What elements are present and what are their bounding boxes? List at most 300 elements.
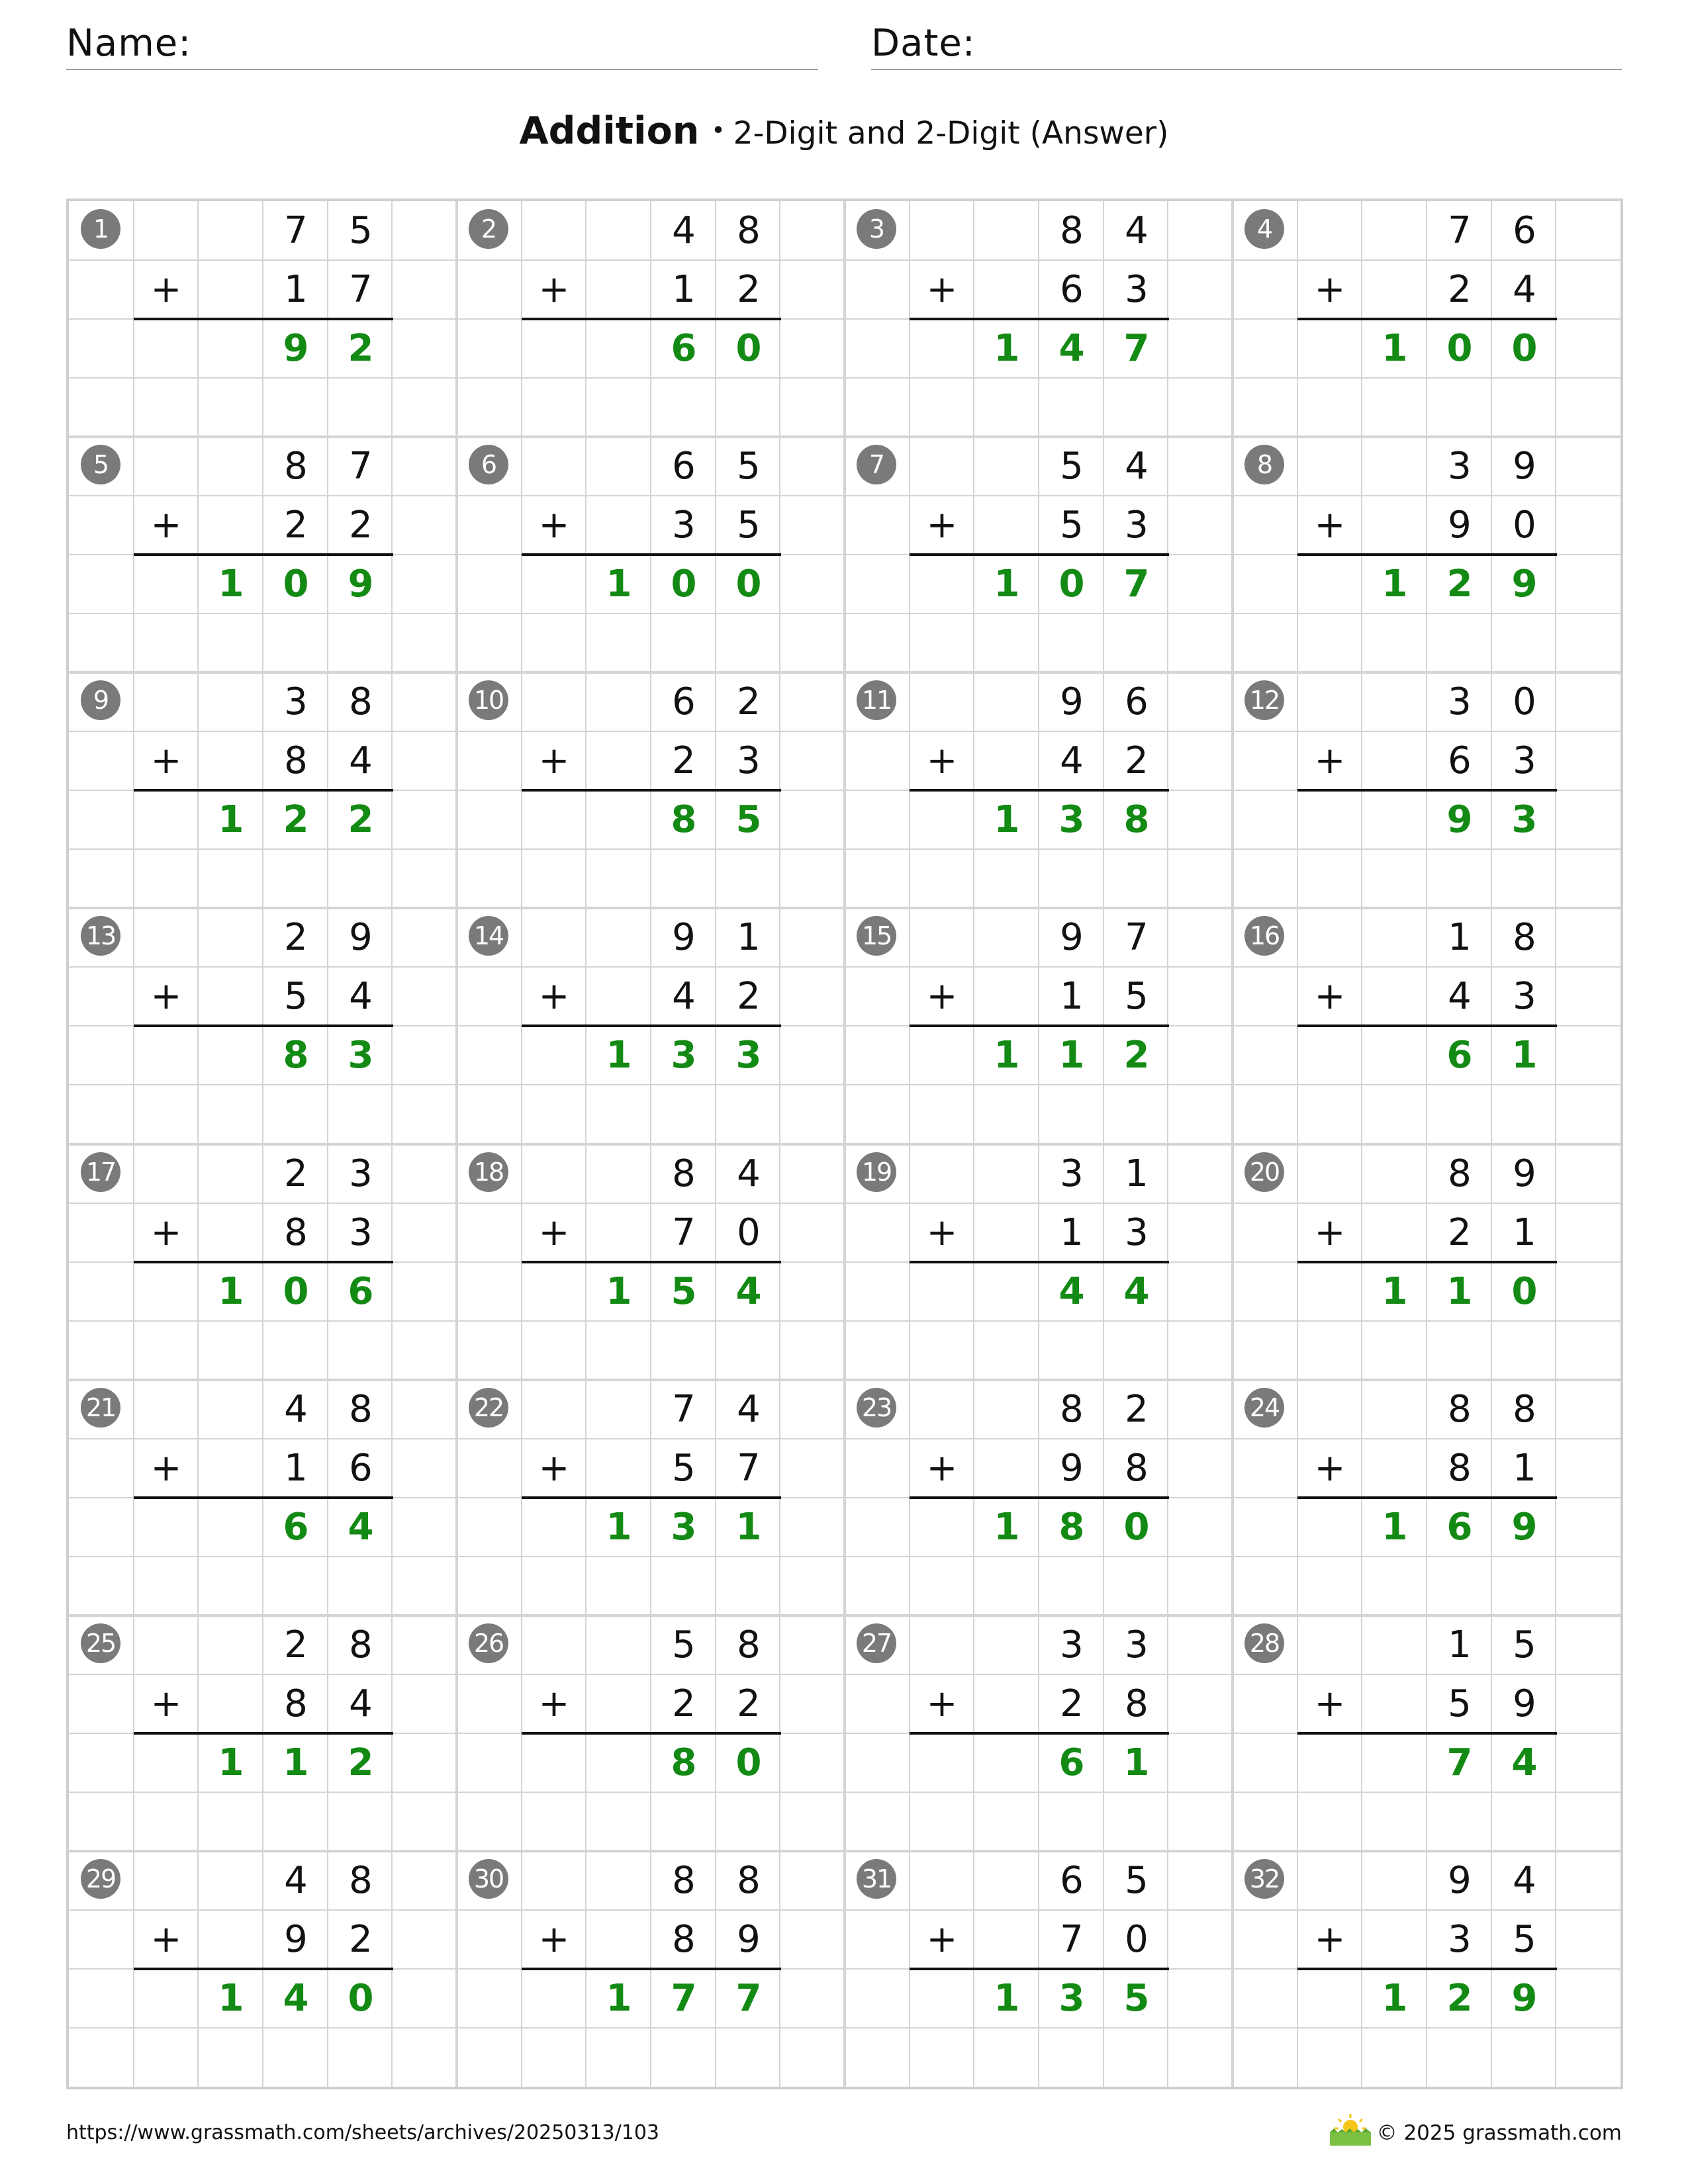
- bottom-addend-digit: 0: [737, 1210, 761, 1254]
- sum-line: [522, 1732, 781, 1735]
- top-addend-digit: 5: [1125, 1858, 1149, 1902]
- answer-digit: 8: [671, 1741, 697, 1784]
- answer-digit: 1: [606, 563, 632, 606]
- sum-line: [134, 1732, 393, 1735]
- problem-number-badge: 4: [1244, 209, 1284, 249]
- answer-digit: 6: [1446, 1505, 1473, 1549]
- top-addend-digit: 6: [1060, 1858, 1084, 1902]
- top-addend-digit: 4: [284, 1858, 308, 1902]
- answer-digit: 9: [1511, 1505, 1538, 1549]
- bottom-addend-digit: 8: [284, 1682, 308, 1725]
- plus-sign: +: [926, 268, 958, 312]
- bottom-addend-digit: 9: [1513, 1682, 1536, 1725]
- top-addend-digit: 2: [1125, 1387, 1149, 1431]
- top-addend-digit: 1: [1125, 1152, 1149, 1195]
- top-addend-digit: 8: [1060, 1387, 1084, 1431]
- bottom-addend-digit: 2: [1448, 1210, 1472, 1254]
- plus-sign: +: [538, 1917, 570, 1961]
- answer-digit: 1: [994, 798, 1020, 842]
- problem-grid: [66, 199, 1623, 2089]
- bottom-addend-digit: 6: [1448, 739, 1472, 783]
- sum-line: [522, 318, 781, 320]
- answer-digit: 0: [735, 563, 762, 606]
- top-addend-digit: 8: [284, 445, 308, 488]
- sum-line: [522, 789, 781, 792]
- sum-line: [134, 1968, 393, 1970]
- answer-digit: 0: [1446, 327, 1473, 371]
- problem-number-badge: 7: [857, 445, 896, 484]
- date-label: Date:: [871, 22, 976, 65]
- bottom-addend-digit: 2: [284, 504, 308, 547]
- bottom-addend-digit: 9: [1060, 1446, 1084, 1490]
- answer-digit: 1: [1446, 1269, 1473, 1313]
- top-addend-digit: 6: [1125, 680, 1149, 724]
- top-addend-digit: 8: [737, 1858, 761, 1902]
- problem-15: [845, 908, 1233, 1144]
- problem-number-badge: 10: [469, 680, 508, 720]
- top-addend-digit: 8: [1513, 1387, 1536, 1431]
- plus-sign: +: [1314, 1446, 1346, 1490]
- sum-line: [910, 789, 1169, 792]
- bottom-addend-digit: 4: [349, 739, 373, 783]
- bottom-addend-digit: 4: [1060, 739, 1084, 783]
- answer-digit: 1: [218, 563, 244, 606]
- answer-digit: 6: [1058, 1741, 1085, 1784]
- top-addend-digit: 8: [349, 1387, 373, 1431]
- bottom-addend-digit: 8: [1125, 1682, 1149, 1725]
- bottom-addend-digit: 1: [1513, 1446, 1536, 1490]
- problem-number-badge: 27: [857, 1623, 896, 1663]
- top-addend-digit: 3: [1448, 445, 1472, 488]
- sum-line: [1297, 1732, 1557, 1735]
- sum-line: [134, 1024, 393, 1027]
- sum-line: [1297, 1024, 1557, 1027]
- problem-number-badge: 30: [469, 1859, 508, 1899]
- problem-1: [69, 201, 457, 437]
- answer-digit: 0: [671, 563, 697, 606]
- top-addend-digit: 6: [672, 680, 696, 724]
- problem-10: [457, 672, 845, 908]
- bottom-addend-digit: 6: [1060, 268, 1084, 312]
- sum-line: [910, 318, 1169, 320]
- bottom-addend-digit: 4: [1513, 268, 1536, 312]
- answer-digit: 7: [1446, 1741, 1473, 1784]
- plus-sign: +: [538, 1446, 570, 1490]
- answer-digit: 5: [1123, 1976, 1150, 2020]
- bottom-addend-digit: 3: [672, 504, 696, 547]
- bottom-addend-digit: 3: [737, 739, 761, 783]
- problem-number-badge: 19: [857, 1152, 896, 1192]
- bottom-addend-digit: 1: [1513, 1210, 1536, 1254]
- bottom-addend-digit: 3: [1448, 1917, 1472, 1961]
- answer-digit: 3: [1058, 1976, 1085, 2020]
- answer-digit: 7: [671, 1976, 697, 2020]
- top-addend-digit: 4: [737, 1387, 761, 1431]
- bottom-addend-digit: 8: [1125, 1446, 1149, 1490]
- top-addend-digit: 2: [284, 1152, 308, 1195]
- answer-digit: 7: [1123, 563, 1150, 606]
- plus-sign: +: [538, 975, 570, 1019]
- bottom-addend-digit: 5: [1125, 975, 1149, 1019]
- answer-digit: 4: [348, 1505, 374, 1549]
- top-addend-digit: 8: [1448, 1152, 1472, 1195]
- problem-number-badge: 31: [857, 1859, 896, 1899]
- bottom-addend-digit: 2: [737, 1682, 761, 1725]
- problem-number-badge: 12: [1244, 680, 1284, 720]
- bottom-addend-digit: 2: [672, 1682, 696, 1725]
- answer-digit: 1: [1382, 1269, 1408, 1313]
- top-addend-digit: 2: [737, 680, 761, 724]
- sum-line: [910, 1496, 1169, 1499]
- top-addend-digit: 8: [1448, 1387, 1472, 1431]
- plus-sign: +: [538, 504, 570, 547]
- bottom-addend-digit: 3: [1125, 1210, 1149, 1254]
- problem-number-badge: 11: [857, 680, 896, 720]
- plus-sign: +: [1314, 975, 1346, 1019]
- bottom-addend-digit: 4: [672, 975, 696, 1019]
- answer-digit: 4: [1123, 1269, 1150, 1313]
- answer-digit: 1: [1123, 1741, 1150, 1784]
- footer-url[interactable]: https://www.grassmath.com/sheets/archives/20250313/103: [66, 2121, 660, 2144]
- sum-line: [522, 1968, 781, 1970]
- sum-line: [1297, 318, 1557, 320]
- problem-number-badge: 13: [81, 916, 120, 956]
- plus-sign: +: [926, 1917, 958, 1961]
- answer-digit: 1: [994, 1034, 1020, 1077]
- problem-22: [457, 1380, 845, 1615]
- answer-digit: 7: [735, 1976, 762, 2020]
- answer-digit: 2: [283, 798, 309, 842]
- date-field[interactable]: [871, 24, 1622, 70]
- top-addend-digit: 7: [1448, 209, 1472, 252]
- sum-line: [910, 1968, 1169, 1970]
- top-addend-digit: 4: [737, 1152, 761, 1195]
- top-addend-digit: 3: [1060, 1623, 1084, 1666]
- top-addend-digit: 4: [1125, 209, 1149, 252]
- sum-line: [1297, 1261, 1557, 1263]
- bottom-addend-digit: 3: [349, 1210, 373, 1254]
- problem-19: [845, 1144, 1233, 1380]
- answer-digit: 4: [1058, 1269, 1085, 1313]
- problem-20: [1233, 1144, 1620, 1380]
- top-addend-digit: 8: [349, 680, 373, 724]
- answer-digit: 3: [671, 1505, 697, 1549]
- sum-line: [910, 1024, 1169, 1027]
- problem-number-badge: 26: [469, 1623, 508, 1663]
- plus-sign: +: [150, 268, 182, 312]
- bottom-addend-digit: 2: [737, 975, 761, 1019]
- plus-sign: +: [150, 1917, 182, 1961]
- problem-32: [1233, 1851, 1620, 2087]
- answer-digit: 6: [283, 1505, 309, 1549]
- bottom-addend-digit: 9: [284, 1917, 308, 1961]
- problem-number-badge: 16: [1244, 916, 1284, 956]
- title-subtitle: 2-Digit and 2-Digit (Answer): [733, 115, 1169, 152]
- problem-number-badge: 2: [469, 209, 508, 249]
- plus-sign: +: [926, 504, 958, 547]
- top-addend-digit: 6: [1513, 209, 1536, 252]
- sum-line: [522, 1496, 781, 1499]
- bottom-addend-digit: 5: [1060, 504, 1084, 547]
- sum-line: [1297, 553, 1557, 556]
- answer-digit: 0: [348, 1976, 374, 2020]
- problem-number-badge: 8: [1244, 445, 1284, 484]
- answer-digit: 1: [606, 1034, 632, 1077]
- answer-digit: 6: [348, 1269, 374, 1313]
- answer-digit: 1: [218, 1976, 244, 2020]
- problem-26: [457, 1615, 845, 1851]
- plus-sign: +: [1314, 1210, 1346, 1254]
- answer-digit: 1: [1382, 327, 1408, 371]
- answer-digit: 1: [283, 1741, 309, 1784]
- top-addend-digit: 7: [349, 445, 373, 488]
- top-addend-digit: 3: [1060, 1152, 1084, 1195]
- sum-line: [134, 1496, 393, 1499]
- bottom-addend-digit: 1: [284, 1446, 308, 1490]
- bottom-addend-digit: 3: [1125, 504, 1149, 547]
- problem-13: [69, 908, 457, 1144]
- worksheet-title: [0, 105, 1688, 167]
- bottom-addend-digit: 3: [1125, 268, 1149, 312]
- problem-6: [457, 437, 845, 672]
- bottom-addend-digit: 4: [349, 975, 373, 1019]
- top-addend-digit: 6: [672, 445, 696, 488]
- sum-line: [910, 1732, 1169, 1735]
- top-addend-digit: 4: [1513, 1858, 1536, 1902]
- bottom-addend-digit: 1: [1060, 975, 1084, 1019]
- top-addend-digit: 4: [672, 209, 696, 252]
- sum-line: [1297, 789, 1557, 792]
- answer-digit: 1: [1382, 1505, 1408, 1549]
- plus-sign: +: [1314, 268, 1346, 312]
- top-addend-digit: 1: [1448, 916, 1472, 960]
- plus-sign: +: [538, 268, 570, 312]
- problem-14: [457, 908, 845, 1144]
- top-addend-digit: 0: [1513, 680, 1536, 724]
- answer-digit: 6: [1446, 1034, 1473, 1077]
- top-addend-digit: 8: [349, 1623, 373, 1666]
- answer-digit: 0: [1123, 1505, 1150, 1549]
- problem-25: [69, 1615, 457, 1851]
- bottom-addend-digit: 5: [737, 504, 761, 547]
- problem-18: [457, 1144, 845, 1380]
- plus-sign: +: [538, 739, 570, 783]
- problem-number-badge: 23: [857, 1388, 896, 1428]
- answer-digit: 3: [735, 1034, 762, 1077]
- top-addend-digit: 3: [1448, 680, 1472, 724]
- problem-7: [845, 437, 1233, 672]
- top-addend-digit: 4: [284, 1387, 308, 1431]
- answer-digit: 4: [735, 1269, 762, 1313]
- plus-sign: +: [926, 1210, 958, 1254]
- problem-17: [69, 1144, 457, 1380]
- answer-digit: 8: [1058, 1505, 1085, 1549]
- top-addend-digit: 8: [1513, 916, 1536, 960]
- top-addend-digit: 7: [1125, 916, 1149, 960]
- bottom-addend-digit: 5: [1448, 1682, 1472, 1725]
- top-addend-digit: 3: [284, 680, 308, 724]
- bottom-addend-digit: 9: [737, 1917, 761, 1961]
- answer-digit: 2: [1446, 563, 1473, 606]
- sum-line: [1297, 1496, 1557, 1499]
- top-addend-digit: 2: [284, 916, 308, 960]
- problem-21: [69, 1380, 457, 1615]
- top-addend-digit: 9: [1513, 1152, 1536, 1195]
- plus-sign: +: [926, 739, 958, 783]
- sum-line: [134, 789, 393, 792]
- answer-digit: 1: [218, 1269, 244, 1313]
- top-addend-digit: 4: [1125, 445, 1149, 488]
- problem-29: [69, 1851, 457, 2087]
- top-addend-digit: 8: [672, 1152, 696, 1195]
- problem-9: [69, 672, 457, 908]
- answer-digit: 9: [348, 563, 374, 606]
- problem-11: [845, 672, 1233, 908]
- problem-8: [1233, 437, 1620, 672]
- problem-number-badge: 21: [81, 1388, 120, 1428]
- bottom-addend-digit: 3: [1513, 975, 1536, 1019]
- answer-digit: 6: [671, 327, 697, 371]
- problem-number-badge: 20: [1244, 1152, 1284, 1192]
- answer-digit: 0: [1058, 563, 1085, 606]
- answer-digit: 0: [1511, 327, 1538, 371]
- top-addend-digit: 7: [284, 209, 308, 252]
- answer-digit: 2: [1123, 1034, 1150, 1077]
- bottom-addend-digit: 6: [349, 1446, 373, 1490]
- problem-30: [457, 1851, 845, 2087]
- bottom-addend-digit: 2: [1060, 1682, 1084, 1725]
- top-addend-digit: 8: [737, 209, 761, 252]
- top-addend-digit: 9: [1060, 916, 1084, 960]
- top-addend-digit: 9: [672, 916, 696, 960]
- plus-sign: +: [926, 1682, 958, 1725]
- top-addend-digit: 3: [349, 1152, 373, 1195]
- bottom-addend-digit: 5: [1513, 1917, 1536, 1961]
- bottom-addend-digit: 0: [1125, 1917, 1149, 1961]
- sum-line: [522, 1024, 781, 1027]
- top-addend-digit: 9: [349, 916, 373, 960]
- plus-sign: +: [150, 1210, 182, 1254]
- bottom-addend-digit: 2: [1125, 739, 1149, 783]
- top-addend-digit: 1: [737, 916, 761, 960]
- bottom-addend-digit: 2: [349, 504, 373, 547]
- plus-sign: +: [926, 975, 958, 1019]
- top-addend-digit: 5: [1060, 445, 1084, 488]
- top-addend-digit: 5: [349, 209, 373, 252]
- problem-number-badge: 29: [81, 1859, 120, 1899]
- top-addend-digit: 5: [672, 1623, 696, 1666]
- bottom-addend-digit: 7: [672, 1210, 696, 1254]
- problem-number-badge: 3: [857, 209, 896, 249]
- top-addend-digit: 2: [284, 1623, 308, 1666]
- problem-number-badge: 22: [469, 1388, 508, 1428]
- answer-digit: 3: [1058, 798, 1085, 842]
- name-label: Name:: [66, 22, 192, 65]
- bottom-addend-digit: 2: [737, 268, 761, 312]
- bottom-addend-digit: 2: [672, 739, 696, 783]
- problem-16: [1233, 908, 1620, 1144]
- top-addend-digit: 5: [1513, 1623, 1536, 1666]
- bottom-addend-digit: 8: [672, 1917, 696, 1961]
- sum-line: [522, 1261, 781, 1263]
- problem-number-badge: 17: [81, 1152, 120, 1192]
- top-addend-digit: 8: [672, 1858, 696, 1902]
- problem-2: [457, 201, 845, 437]
- bottom-addend-digit: 9: [1448, 504, 1472, 547]
- bottom-addend-digit: 8: [284, 739, 308, 783]
- grass-sun-logo-icon: [1327, 2113, 1374, 2147]
- answer-digit: 9: [1511, 1976, 1538, 2020]
- answer-digit: 9: [1511, 563, 1538, 606]
- plus-sign: +: [150, 739, 182, 783]
- plus-sign: +: [1314, 739, 1346, 783]
- plus-sign: +: [1314, 504, 1346, 547]
- top-addend-digit: 9: [1448, 1858, 1472, 1902]
- sum-line: [910, 1261, 1169, 1263]
- top-addend-digit: 3: [1125, 1623, 1149, 1666]
- bottom-addend-digit: 2: [349, 1917, 373, 1961]
- answer-digit: 1: [1382, 1976, 1408, 2020]
- answer-digit: 1: [994, 1505, 1020, 1549]
- answer-digit: 1: [994, 1976, 1020, 2020]
- answer-digit: 4: [1058, 327, 1085, 371]
- plus-sign: +: [1314, 1682, 1346, 1725]
- bottom-addend-digit: 8: [284, 1210, 308, 1254]
- bottom-addend-digit: 1: [672, 268, 696, 312]
- bottom-addend-digit: 5: [284, 975, 308, 1019]
- problem-27: [845, 1615, 1233, 1851]
- problem-23: [845, 1380, 1233, 1615]
- answer-digit: 2: [348, 1741, 374, 1784]
- answer-digit: 0: [283, 1269, 309, 1313]
- answer-digit: 1: [735, 1505, 762, 1549]
- problem-31: [845, 1851, 1233, 2087]
- answer-digit: 1: [994, 327, 1020, 371]
- answer-digit: 1: [1058, 1034, 1085, 1077]
- bottom-addend-digit: 4: [1448, 975, 1472, 1019]
- answer-digit: 8: [1123, 798, 1150, 842]
- answer-digit: 3: [671, 1034, 697, 1077]
- bottom-addend-digit: 1: [1060, 1210, 1084, 1254]
- answer-digit: 1: [1511, 1034, 1538, 1077]
- answer-digit: 0: [735, 327, 762, 371]
- answer-digit: 1: [218, 1741, 244, 1784]
- answer-digit: 2: [348, 798, 374, 842]
- answer-digit: 5: [735, 798, 762, 842]
- problem-number-badge: 9: [81, 680, 120, 720]
- plus-sign: +: [538, 1210, 570, 1254]
- answer-digit: 3: [1511, 798, 1538, 842]
- sum-line: [134, 1261, 393, 1263]
- answer-digit: 1: [606, 1505, 632, 1549]
- bottom-addend-digit: 7: [1060, 1917, 1084, 1961]
- name-field[interactable]: [66, 24, 818, 70]
- plus-sign: +: [150, 975, 182, 1019]
- plus-sign: +: [538, 1682, 570, 1725]
- sum-line: [522, 553, 781, 556]
- bottom-addend-digit: 3: [1513, 739, 1536, 783]
- plus-sign: +: [150, 504, 182, 547]
- answer-digit: 3: [348, 1034, 374, 1077]
- bottom-addend-digit: 7: [737, 1446, 761, 1490]
- problem-12: [1233, 672, 1620, 908]
- sum-line: [134, 553, 393, 556]
- sum-line: [134, 318, 393, 320]
- answer-digit: 9: [283, 327, 309, 371]
- answer-digit: 9: [1446, 798, 1473, 842]
- answer-digit: 4: [283, 1976, 309, 2020]
- bottom-addend-digit: 1: [284, 268, 308, 312]
